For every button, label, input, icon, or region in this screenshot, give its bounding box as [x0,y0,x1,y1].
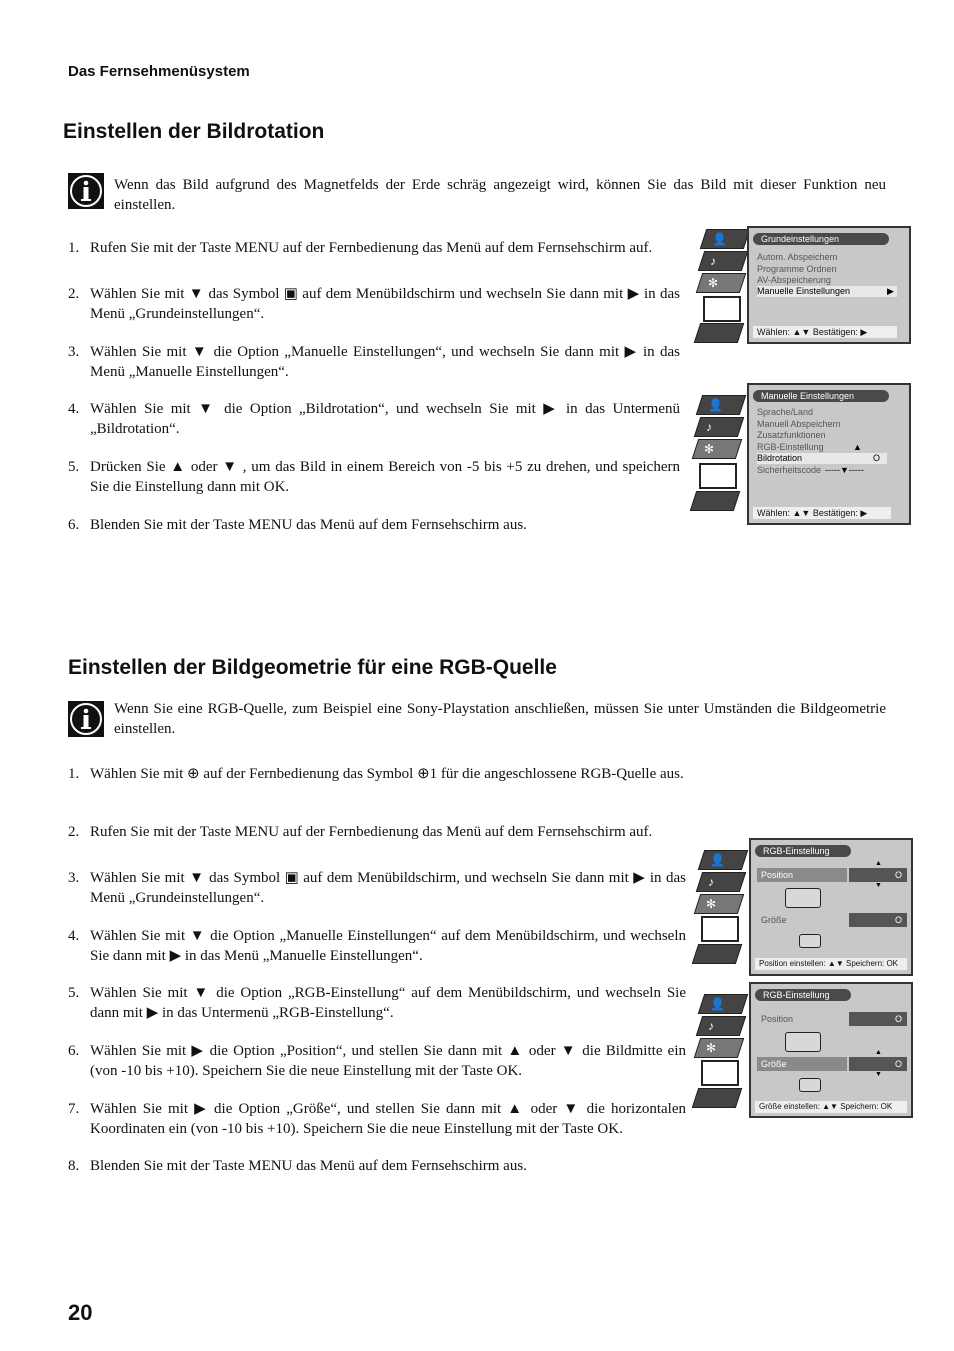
step-number: 5. [68,985,80,1001]
arrow-down-icon: ▼ [875,882,882,889]
step-text: Rufen Sie mit der Taste MENU auf der Fernbedienung das Menü auf dem Fernsehschirm auf. [90,824,653,840]
toolbox-icon [703,296,741,322]
menu-item: Zusatzfunktionen [757,430,826,440]
menu-panel [747,383,911,525]
position-screen-icon [785,888,821,908]
tuning-icon [694,323,744,343]
position-value: O [849,1012,907,1026]
intro-text: Wenn das Bild aufgrund des Magnetfelds der Erde schräg angezeigt wird, können Sie das Bild mit dieser Funktion neu einstellen. [114,177,886,213]
step-number: 4. [68,401,80,417]
menu-panel [749,838,913,976]
size-value: O [849,1057,907,1071]
step-text: Wählen Sie mit ▼ die Option „RGB-Einstellung“ auf dem Menübildschirm, und wechseln Sie dann mit ▶ in das Untermenü „RGB-Einstellung“. [90,985,686,1021]
size-value: O [849,913,907,927]
step-number: 2. [68,286,80,302]
step-number: 8. [68,1158,80,1174]
value-indicator: O [873,453,881,463]
info-icon [68,701,104,737]
step-text: Wählen Sie mit ▼ die Option „Manuelle Einstellungen“, und wechseln Sie dann mit ▶ in das Menü „Manuelle Einstellungen“. [90,344,680,380]
picture-icon: 👤 [700,229,750,249]
option-position: Position [761,1014,794,1024]
position-screen-icon [785,1032,821,1052]
option-size: Größe [761,915,787,925]
menu-title: Manuelle Einstellungen [753,390,889,402]
security-code: -----▼----- [825,465,864,475]
tuning-icon [690,491,740,511]
picture-icon: 👤 [696,395,746,415]
menu-item-selected: Bildrotation [757,453,887,464]
menu-screen-grundeinstellungen [695,226,911,344]
menu-panel [747,226,911,344]
step-text: Wählen Sie mit ▶ die Option „Position“, und stellen Sie dann mit ▲ oder ▼ die Bildmitte ein (von -10 bis +10). Speichern Sie die neue Einstellung mit der Taste OK. [90,1043,686,1079]
step-text: Blenden Sie mit der Taste MENU das Menü auf dem Fernsehschirm aus. [90,517,527,533]
sound-icon: ♪ [696,1016,746,1036]
menu-footer: Größe einstellen: ▲▼ Speichern: OK [755,1101,907,1113]
step-text: Wählen Sie mit ▶ die Option „Größe“, und stellen Sie dann mit ▲ oder ▼ die horizontalen Koordinaten ein (von -10 bis +10). Speichern Sie die neue Einstellung mit der Taste OK. [90,1101,686,1137]
sound-icon: ♪ [696,872,746,892]
section-title-bildrotation: Einstellen der Bildrotation [63,120,325,143]
step-number: 6. [68,517,80,533]
menu-item: Manuell Abspeichern [757,419,841,429]
page-number: 20 [68,1300,93,1325]
step-text: Wählen Sie mit ▼ das Symbol ▣ auf dem Menübildschirm, und wechseln Sie dann mit ▶ in das Menü „Grundeinstellungen“. [90,870,686,906]
size-screen-icon [799,1078,821,1092]
menu-footer: Wählen: ▲▼ Bestätigen: ▶ [753,326,897,338]
arrow-up-icon: ▲ [875,860,882,867]
step-text: Blenden Sie mit der Taste MENU das Menü auf dem Fernsehschirm aus. [90,1158,527,1174]
toolbox-icon [701,1060,739,1086]
menu-title: RGB-Einstellung [755,989,851,1001]
menu-title: Grundeinstellungen [753,233,889,245]
step-text: Wählen Sie mit ▼ die Option „Manuelle Einstellungen“ auf dem Menübildschirm, und wechseln Sie dann mit ▶ in das Menü „Manuelle Einstellungen“. [90,928,686,964]
features-icon: ✻ [692,439,742,459]
menu-screen-manuelle-einstellungen [691,383,911,525]
menu-footer: Wählen: ▲▼ Bestätigen: ▶ [753,507,891,519]
menu-screen-rgb-position [693,838,913,976]
menu-title: RGB-Einstellung [755,845,851,857]
menu-footer: Position einstellen: ▲▼ Speichern: OK [755,958,907,970]
position-value: O [849,868,907,882]
toolbox-icon [699,463,737,489]
step-number: 1. [68,766,80,782]
menu-item: RGB-Einstellung [757,442,824,452]
option-size: Größe [757,1057,847,1071]
section-title-bildgeometrie: Einstellen der Bildgeometrie für eine RGB-Quelle [68,656,557,679]
option-position: Position [757,868,847,882]
step-text: Rufen Sie mit der Taste MENU auf der Fernbedienung das Menü auf dem Fernsehschirm auf. [90,240,653,256]
step-number: 4. [68,928,80,944]
step-number: 6. [68,1043,80,1059]
features-icon: ✻ [694,1038,744,1058]
arrow-right-icon: ▶ [887,286,894,296]
menu-item: Autom. Abspeichern [757,252,838,262]
picture-icon: 👤 [698,994,748,1014]
step-number: 1. [68,240,80,256]
toolbox-icon [701,916,739,942]
step-text: Wählen Sie mit ⊕ auf der Fernbedienung das Symbol ⊕1 für die angeschlossene RGB-Quelle aus. [90,766,684,782]
step-text: Wählen Sie mit ▼ die Option „Bildrotation“, und wechseln Sie mit ▶ in das Untermenü „Bildrotation“. [90,401,680,437]
menu-item: Programme Ordnen [757,264,837,274]
tuning-icon [692,1088,742,1108]
menu-item: AV-Abspeicherung [757,275,831,285]
tuning-icon [692,944,742,964]
step-number: 7. [68,1101,80,1117]
arrow-down-icon: ▼ [875,1071,882,1078]
menu-item: Sicherheitscode [757,465,822,475]
step-number: 3. [68,870,80,886]
menu-item-selected: Manuelle Einstellungen [757,286,897,297]
sound-icon: ♪ [698,251,748,271]
menu-panel [749,982,913,1118]
sound-icon: ♪ [694,417,744,437]
intro-text: Wenn Sie eine RGB-Quelle, zum Beispiel eine Sony-Playstation anschließen, müssen Sie unter Umständen die Bildgeometrie einstellen. [114,701,886,737]
running-head: Das Fernsehmenüsystem [68,63,250,80]
step-number: 2. [68,824,80,840]
step-text: Wählen Sie mit ▼ das Symbol ▣ auf dem Menübildschirm und wechseln Sie dann mit ▶ in das Menü „Grundeinstellungen“. [90,286,680,322]
step-number: 5. [68,459,80,475]
step-text: Drücken Sie ▲ oder ▼ , um das Bild in einem Bereich von -5 bis +5 zu drehen, und speichern Sie die Einstellung dann mit OK. [90,459,680,495]
step-number: 3. [68,344,80,360]
features-icon: ✻ [696,273,746,293]
features-icon: ✻ [694,894,744,914]
menu-screen-rgb-size [693,982,913,1118]
picture-icon: 👤 [698,850,748,870]
info-icon [68,173,104,209]
arrow-up-icon: ▲ [875,1049,882,1056]
arrow-up-icon: ▲ [853,442,862,452]
size-screen-icon [799,934,821,948]
menu-item: Sprache/Land [757,407,814,417]
